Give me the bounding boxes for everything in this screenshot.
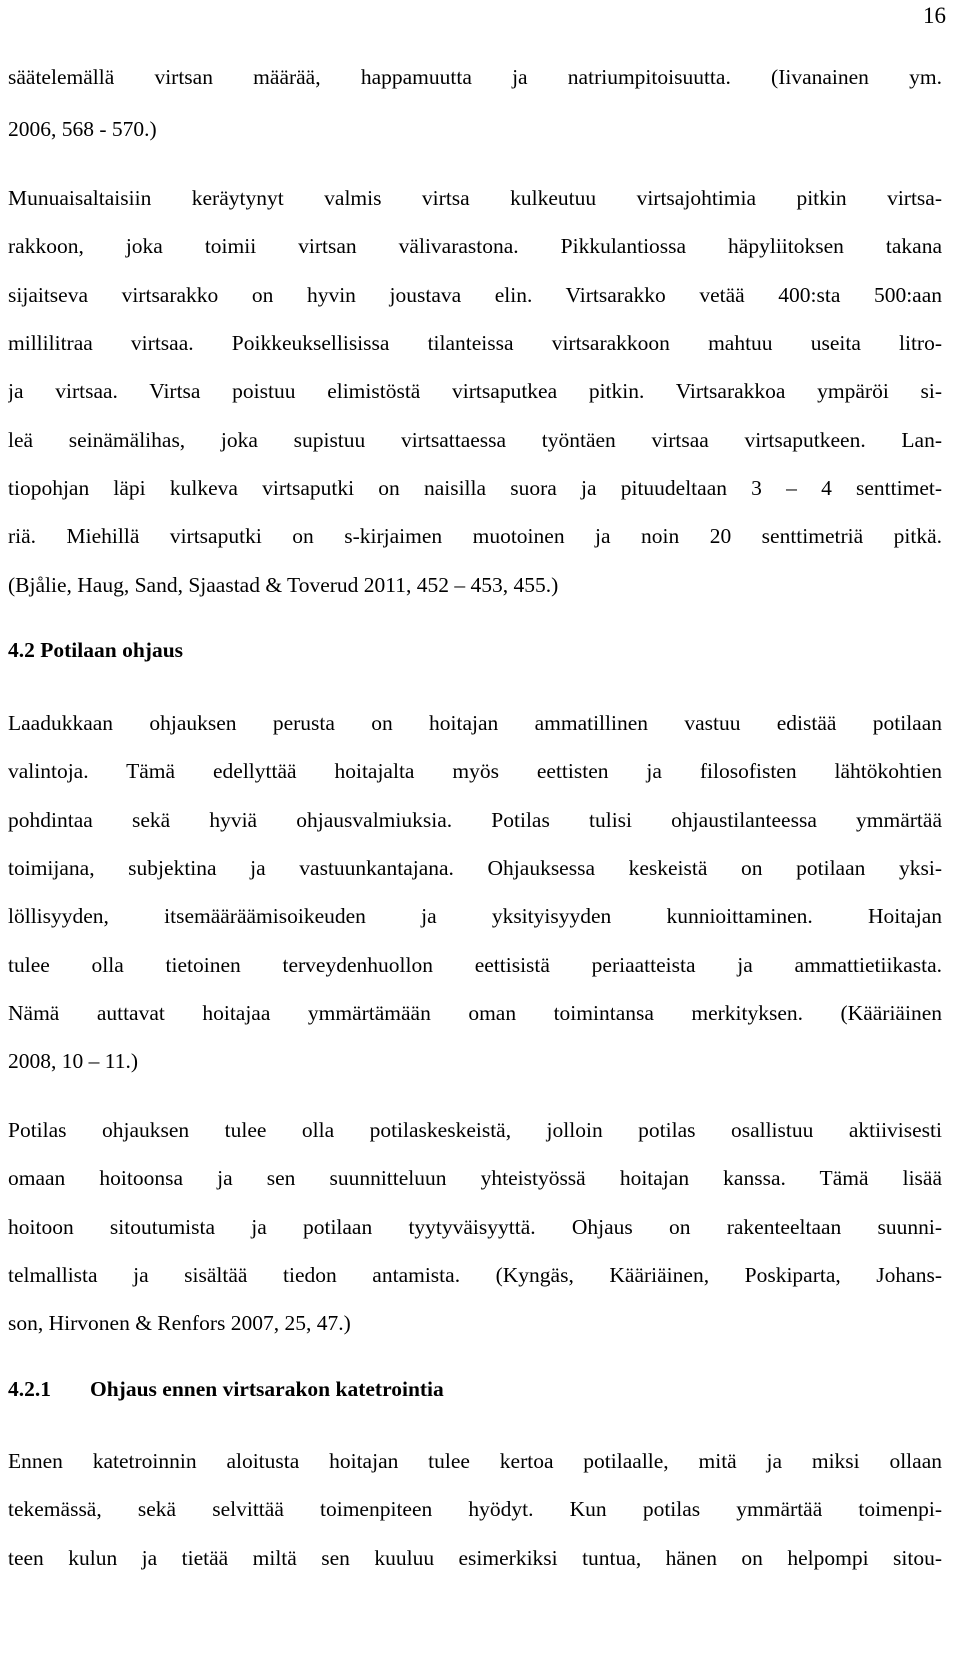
- paragraph-line: Potilas ohjauksen tulee olla potilaskeskeistä, jolloin potilas osallistuu aktiivisesti: [8, 1118, 942, 1142]
- paragraph-line: riä. Miehillä virtsaputki on s-kirjaimen muotoinen ja noin 20 senttimetriä pitkä.: [8, 524, 942, 548]
- paragraph-line: tiopohjan läpi kulkeva virtsaputki on naisilla suora ja pituudeltaan 3 – 4 senttimet-: [8, 476, 942, 500]
- page-number: 16: [923, 3, 946, 28]
- subsection-number: 4.2.1: [8, 1377, 51, 1401]
- paragraph-line: löllisyyden, itsemääräämisoikeuden ja yksityisyyden kunnioittaminen. Hoitajan: [8, 904, 942, 928]
- paragraph-line: son, Hirvonen & Renfors 2007, 25, 47.): [8, 1311, 351, 1335]
- paragraph-line: (Bjålie, Haug, Sand, Sjaastad & Toverud 2011, 452 – 453, 455.): [8, 573, 559, 597]
- paragraph-line: telmallista ja sisältää tiedon antamista. (Kyngäs, Kääriäinen, Poskiparta, Johans-: [8, 1263, 942, 1287]
- paragraph-line: valintoja. Tämä edellyttää hoitajalta myös eettisten ja filosofisten lähtökohtien: [8, 759, 942, 783]
- paragraph-line: millilitraa virtsaa. Poikkeuksellisissa tilanteissa virtsarakkoon mahtuu useita litro-: [8, 331, 942, 355]
- section-heading: [8, 636, 183, 664]
- paragraph-line: säätelemällä virtsan määrää, happamuutta ja natriumpitoisuutta. (Iivanainen ym.: [8, 65, 942, 89]
- paragraph-line: toimijana, subjektina ja vastuunkantajana. Ohjauksessa keskeistä on potilaan yksi-: [8, 856, 942, 880]
- paragraph-line: leä seinämälihas, joka supistuu virtsattaessa työntäen virtsaa virtsaputkeen. Lan-: [8, 428, 942, 452]
- paragraph-line: rakkoon, joka toimii virtsan välivarastona. Pikkulantiossa häpyliitoksen takana: [8, 234, 942, 258]
- paragraph-line: teen kulun ja tietää miltä sen kuuluu esimerkiksi tuntua, hänen on helpompi sitou-: [8, 1546, 942, 1570]
- paragraph-line: 2008, 10 – 11.): [8, 1049, 138, 1073]
- paragraph-line: tekemässä, sekä selvittää toimenpiteen hyödyt. Kun potilas ymmärtää toimenpi-: [8, 1497, 942, 1521]
- paragraph-line: pohdintaa sekä hyviä ohjausvalmiuksia. Potilas tulisi ohjaustilanteessa ymmärtää: [8, 808, 942, 832]
- paragraph-line: 2006, 568 - 570.): [8, 117, 157, 141]
- paragraph-line: tulee olla tietoinen terveydenhuollon eettisistä periaatteista ja ammattietiikasta.: [8, 953, 942, 977]
- subsection-heading: [8, 1375, 444, 1403]
- paragraph-line: hoitoon sitoutumista ja potilaan tyytyväisyyttä. Ohjaus on rakenteeltaan suunni-: [8, 1215, 942, 1239]
- paragraph-line: Laadukkaan ohjauksen perusta on hoitajan ammatillinen vastuu edistää potilaan: [8, 711, 942, 735]
- subsection-title: Ohjaus ennen virtsarakon katetrointia: [90, 1377, 444, 1401]
- paragraph-line: Ennen katetroinnin aloitusta hoitajan tulee kertoa potilaalle, mitä ja miksi ollaan: [8, 1449, 942, 1473]
- paragraph-line: omaan hoitoonsa ja sen suunnitteluun yhteistyössä hoitajan kanssa. Tämä lisää: [8, 1166, 942, 1190]
- section-number: 4.2: [8, 638, 35, 662]
- paragraph-line: sijaitseva virtsarakko on hyvin joustava elin. Virtsarakko vetää 400:sta 500:aan: [8, 283, 942, 307]
- section-title: Potilaan ohjaus: [40, 638, 184, 662]
- paragraph-line: ja virtsaa. Virtsa poistuu elimistöstä virtsaputkea pitkin. Virtsarakkoa ympäröi si-: [8, 379, 942, 403]
- paragraph-line: Nämä auttavat hoitajaa ymmärtämään oman toimintansa merkityksen. (Kääriäinen: [8, 1001, 942, 1025]
- paragraph-line: Munuaisaltaisiin keräytynyt valmis virtsa kulkeutuu virtsajohtimia pitkin virtsa-: [8, 186, 942, 210]
